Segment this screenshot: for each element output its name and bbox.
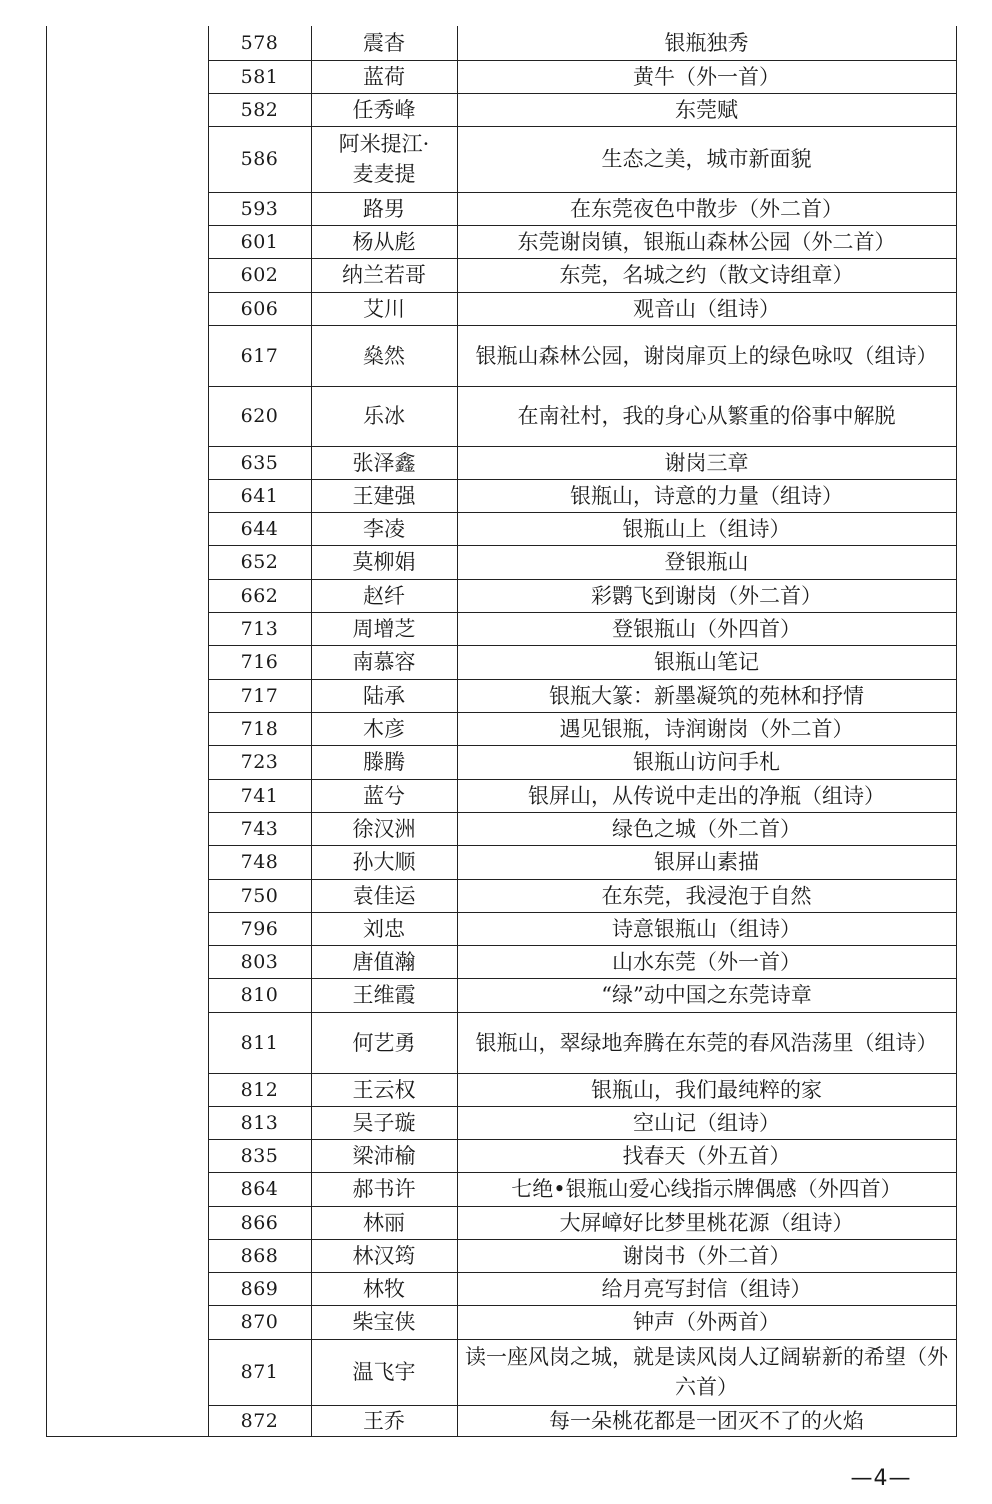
entry-number: 869: [240, 1277, 279, 1300]
author-name: 蓝兮: [363, 783, 405, 808]
entry-number: 741: [240, 784, 279, 807]
work-title: 七绝•银瓶山爱心线指示牌偶感（外四首）: [511, 1177, 902, 1201]
entry-number: 743: [240, 817, 279, 840]
work-title: 生态之美，城市新面貌: [601, 147, 812, 171]
entry-number: 813: [240, 1111, 279, 1134]
author-name: 徐汉洲: [352, 816, 416, 841]
work-title: 登银瓶山（外四首）: [612, 616, 801, 641]
entry-number: 652: [240, 551, 279, 573]
entry-number: 716: [240, 651, 279, 673]
author-name: 杨从彪: [352, 229, 416, 254]
entry-number: 868: [240, 1244, 279, 1267]
author-name: 赵纤: [363, 583, 405, 608]
entry-number: 581: [240, 65, 279, 88]
entry-number: 723: [240, 751, 279, 773]
work-title: 每一朵桃花都是一团灭不了的火焰: [549, 1408, 864, 1433]
author-name: 陆承: [363, 683, 405, 708]
author-name: 乐冰: [363, 404, 405, 428]
author-name: 阿米提江·麦麦提: [338, 132, 430, 186]
author-name: 张泽鑫: [352, 450, 416, 475]
work-title: 给月亮写封信（组诗）: [601, 1276, 812, 1301]
entry-number: 718: [240, 717, 279, 740]
author-name: 袁佳运: [352, 883, 416, 908]
entry-number: 803: [240, 950, 279, 973]
work-title: 银瓶大篆：新墨凝筑的苑林和抒情: [549, 683, 864, 708]
author-name: 艾川: [363, 296, 405, 321]
table-vertical-rule: [46, 26, 47, 1437]
entry-number: 662: [240, 584, 279, 607]
author-name: 郝书许: [352, 1177, 416, 1201]
author-name: 莫柳娟: [352, 550, 416, 574]
author-name: 蓝荷: [363, 64, 405, 89]
work-title: 东莞赋: [675, 97, 738, 122]
entry-number: 812: [240, 1078, 279, 1101]
work-title: 山水东莞（外一首）: [612, 949, 801, 974]
author-name: 任秀峰: [352, 97, 416, 122]
author-name: 孙大顺: [352, 850, 416, 874]
entry-number: 586: [240, 148, 279, 170]
author-name: 王云权: [352, 1077, 416, 1102]
author-name: 王维霞: [352, 983, 416, 1007]
work-title: 谢岗书（外二首）: [622, 1243, 791, 1268]
entry-number: 864: [240, 1178, 279, 1200]
author-name: 路男: [363, 196, 405, 221]
table-vertical-rule: [956, 26, 957, 1437]
author-name: 李凌: [363, 516, 405, 541]
work-title: 银瓶山上（组诗）: [622, 516, 791, 541]
work-title: 银瓶山，翠绿地奔腾在东莞的春风浩荡里（组诗）: [475, 1030, 938, 1055]
entry-number: 617: [240, 344, 279, 367]
work-title: 彩鹮飞到谢岗（外二首）: [591, 583, 822, 608]
work-title: 大屏嶂好比梦里桃花源（组诗）: [559, 1210, 854, 1235]
work-title: 银瓶山，诗意的力量（组诗）: [570, 483, 843, 508]
author-name: 周增芝: [352, 616, 416, 641]
author-name: 滕腾: [363, 750, 405, 774]
work-title: 银瓶山，我们最纯粹的家: [591, 1077, 822, 1102]
work-title: 银屏山，从传说中走出的净瓶（组诗）: [528, 783, 885, 808]
work-title: 银瓶山访问手札: [633, 750, 780, 774]
work-title: 在东莞，我浸泡于自然: [601, 883, 812, 908]
work-title: 银瓶山森林公园，谢岗扉页上的绿色咏叹（组诗）: [475, 343, 938, 368]
entry-number: 644: [240, 517, 279, 540]
entry-number: 601: [240, 230, 279, 253]
author-name: 唐值瀚: [352, 949, 416, 974]
work-title: 银瓶山笔记: [654, 650, 759, 674]
author-name: 纳兰若哥: [342, 263, 426, 287]
work-title: 诗意银瓶山（组诗）: [612, 916, 801, 941]
author-name: 王乔: [363, 1408, 405, 1433]
entry-number: 578: [240, 32, 279, 54]
work-title: 遇见银瓶，诗润谢岗（外二首）: [559, 716, 854, 741]
entry-number: 810: [240, 984, 279, 1006]
entry-number: 835: [240, 1144, 279, 1167]
author-name: 木彦: [363, 716, 405, 741]
author-name: 林汉筠: [352, 1243, 416, 1268]
entry-number: 606: [240, 297, 279, 320]
work-title: 读一座风岗之城，就是读风岗人辽阔崭新的希望（外六首）: [465, 1345, 948, 1399]
work-title: 银瓶独秀: [664, 31, 749, 55]
author-name: 柴宝侠: [352, 1310, 416, 1334]
entry-number: 866: [240, 1211, 279, 1234]
work-title: 谢岗三章: [664, 450, 749, 475]
author-name: 林丽: [363, 1210, 405, 1235]
author-name: 王建强: [352, 483, 416, 508]
author-name: 林牧: [363, 1276, 405, 1301]
work-title: 找春天（外五首）: [622, 1143, 791, 1168]
entry-number: 811: [240, 1031, 279, 1054]
entry-number: 602: [240, 264, 279, 286]
page-number: —4—: [850, 1466, 912, 1491]
work-title: 钟声（外两首）: [633, 1310, 780, 1334]
author-name: 南慕容: [352, 650, 416, 674]
entry-number: 796: [240, 917, 279, 940]
work-title: 空山记（组诗）: [633, 1110, 780, 1135]
work-title: “绿”动中国之东莞诗章: [601, 983, 812, 1007]
work-title: 登银瓶山: [664, 550, 749, 574]
entry-number: 871: [240, 1361, 279, 1383]
entry-number: 620: [240, 405, 279, 427]
entry-number: 872: [240, 1409, 279, 1432]
author-name: 吴子璇: [352, 1110, 416, 1135]
table-bottom-rule: [46, 1436, 956, 1437]
work-title: 绿色之城（外二首）: [612, 816, 801, 841]
entry-number: 641: [240, 484, 279, 507]
work-title: 在南社村，我的身心从繁重的俗事中解脱: [517, 404, 896, 428]
entry-number: 717: [240, 684, 279, 707]
work-title: 东莞，名城之约（散文诗组章）: [559, 263, 854, 287]
work-title: 黄牛（外一首）: [633, 64, 780, 89]
entry-number: 748: [240, 851, 279, 873]
author-name: 震杳: [363, 31, 405, 55]
entry-number: 870: [240, 1311, 279, 1333]
work-title: 在东莞夜色中散步（外二首）: [570, 196, 843, 221]
author-name: 何艺勇: [352, 1030, 416, 1055]
entry-number: 750: [240, 884, 279, 907]
author-name: 刘忠: [363, 916, 405, 941]
entry-number: 582: [240, 98, 279, 121]
entry-number: 593: [240, 197, 279, 220]
author-name: 温飞宇: [352, 1360, 416, 1384]
author-name: 燊然: [363, 343, 405, 368]
entry-number: 635: [240, 451, 279, 474]
work-title: 东莞谢岗镇，银瓶山森林公园（外二首）: [517, 229, 896, 254]
author-name: 梁沛榆: [352, 1143, 416, 1168]
work-title: 银屏山素描: [654, 850, 759, 874]
work-title: 观音山（组诗）: [633, 296, 780, 321]
entry-number: 713: [240, 617, 279, 640]
